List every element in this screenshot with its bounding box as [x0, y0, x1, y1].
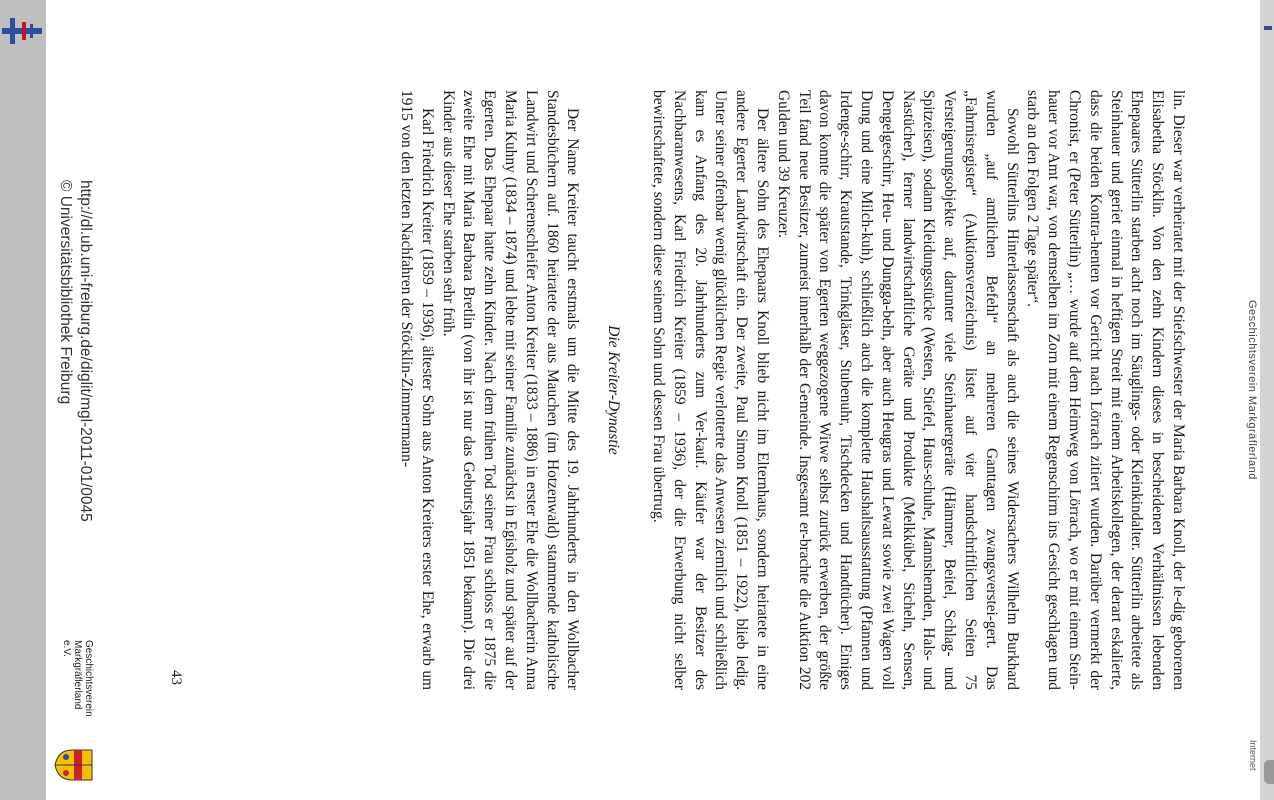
paragraph-3: Der ältere Sohn des Ehepaars Knoll blieb nicht im Elternhaus, sondern heiratete in eine andere Egerter Landwirtschaft ein. Der zweite, Paul Simon Knoll (1851 – 1922), blieb ledig. Unter seiner offenbar wenig glücklichen Regie verlotterte das Anwesen ziemlich und schließlich kam es Anfang des 20. Jahrhunderts zum Ver-kauf. Käufer war der Besitzer des Nachbaranwesens, Karl Friedrich Kreiter (1859 – 1936), der die Erwerbung nicht selber bewirtschaftete, sondern diese seinem Sohn und dessen Frau übertrug. [650, 90, 772, 690]
page-running-header: Geschichtsverein Markgräflerland [1246, 300, 1258, 480]
viewer-logo-icon [1264, 20, 1272, 36]
left-viewer-rail [0, 0, 46, 800]
footer-society-name [61, 640, 94, 720]
right-viewer-rail [1260, 0, 1274, 800]
page-header-right: Internet [1248, 740, 1258, 771]
society-crest-icon [54, 748, 94, 782]
society-line-2: Markgräflerland e.V. [61, 640, 83, 710]
footer-url-link[interactable]: http://dl.ub.uni-freiburg.de/diglit/mgl-2011-01/0045 [77, 180, 94, 522]
paragraph-5: Karl Friedrich Kreiter (1859 – 1936), ältester Sohn aus Anton Kreiters erster Ehe, erwarb um 1915 von den letzten Nachfahren der Stöcklin-Zimmermann- [398, 90, 436, 690]
page-edge-shadow [1264, 760, 1274, 784]
footer-copyright: © Universitätsbibliothek Freiburg [57, 180, 74, 405]
viewer-logo-icon [2, 14, 42, 48]
paragraph-1: lin. Dieser war verheiratet mit der Stiefschwester der Maria Barbara Knoll, der le-dig geborenen Elisabetha Stöcklin. Von den zehn Kindern dieses in bescheidenen Verhältnissen lebenden Ehepaares Sütterlin starben acht noch im Säuglings- oder Kleinkindalter. Sütterlin arbeitete als Steinhauer und geriet einmal in heftigen Streit mit einem Arbeitskollegen, der derart eskalierte, dass die beiden Kontra-henten vor Gericht nach Lörrach zitiert wurden. Darüber vermerkt der Chronist, er (Peter Sütterlin) „… wurde auf dem Heimweg von Lörrach, wo er mit einem Stein-hauer vor Amt war, von demselben im Zorn mit einem Regenschirm ins Gesicht geschlagen und starb an den Folgen 2 Tage später“. [1024, 90, 1187, 690]
document-page [46, 0, 1260, 800]
body-text [395, 90, 1188, 690]
page-number: 43 [168, 670, 184, 685]
paragraph-2: Sowohl Sütterlins Hinterlassenschaft als auch die seines Widersachers Wilhelm Burkhard wurden „auf amtlichen Befehl“ an mehreren Ganttagen zwangsverstei-gert. Das „Fahrnisregister“ (Auktionsverzeichnis) listet auf vier handschriftlichen Seiten 75 Versteigerungsobjekte auf, darunter viele Steinhauergeräte (Hämmer, Beitel, Schlag- und Spitzeisen), sodann Kleidungsstücke (Westen, Stiefel, Haus-schuhe, Mannshemden, Hals- und Nastücher), ferner landwirtschaftliche Geräte und Produkte (Melkkübel, Sicheln, Sensen, Dengelgeschirr, Heu- und Dungga-beln, aber auch Heugras und Lewatt sowie zwei Wagen voll Dung und eine Milch-kuh), schließlich auch die komplette Haushaltsausstattung (Pfannen und Irdenge-schirr, Krautstande, Trinkgläser, Stubenuhr, Tischdecken und Handtücher). Einiges davon konnte die später von Egerten weggezogene Witwe selbst zurück erwerben, der größte Teil fand neue Besitzer, zumeist innerhalb der Gemeinde. Insgesamt er-brachte die Auktion 202 Gulden und 39 Kreuzer. [774, 90, 1021, 690]
section-heading: Die Kreiter-Dynastie [605, 325, 623, 455]
rotated-page-content [46, 0, 1260, 800]
society-line-1: Geschichtsverein [83, 640, 94, 717]
page-footer [46, 0, 100, 800]
paragraph-4: Der Name Kreiter taucht erstmals um die Mitte des 19. Jahrhunderts in den Wollbacher Standesbüchern auf. 1860 heiratete der aus Mauchen (im Hotzenwald) stammende katholische Landwirt und Scherenschleifer Anton Kreiter (1833 – 1886) in erster Ehe die Wollbacherin Anna Maria Kuhny (1834 – 1874) und lebte mit seiner Familie zunächst in Egisholz und später auf der Egerten. Das Ehepaar hatte zehn Kinder. Nach dem frühen Tod seiner Frau schloss er 1875 die zweite Ehe mit Maria Barbara Bretlin (von ihr ist nur das Geburtsjahr 1851 bekannt). Die drei Kinder aus dieser Ehe starben sehr früh. [439, 90, 582, 690]
